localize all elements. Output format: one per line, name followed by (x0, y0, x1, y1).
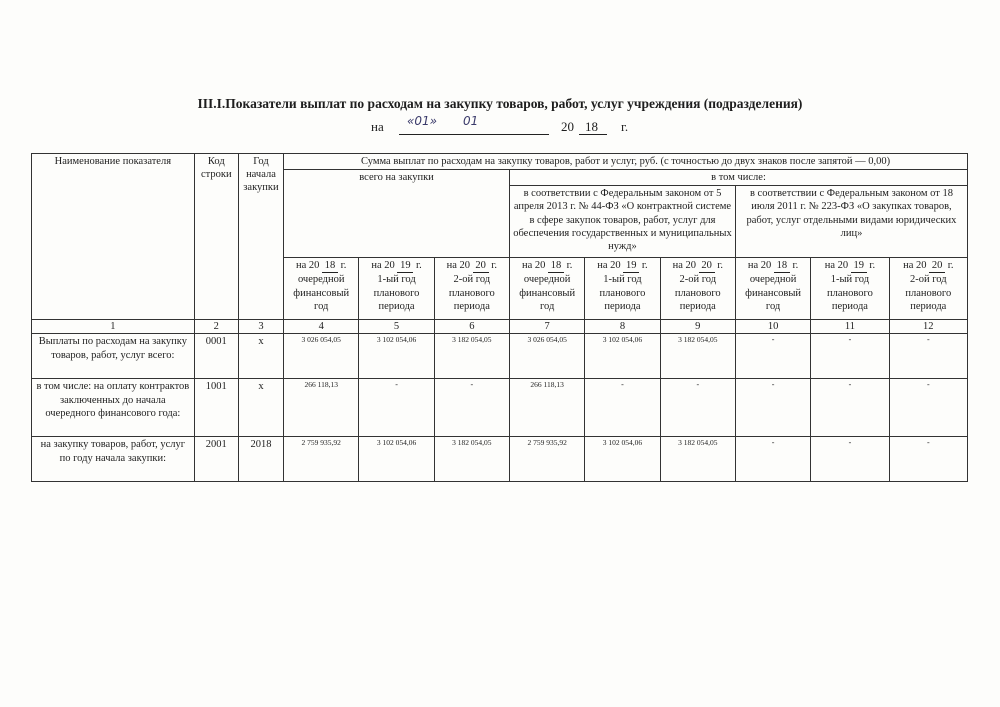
period-header: на 20 20 г. 2-ой год планового периода (889, 258, 967, 320)
row-year: 2018 (238, 437, 283, 482)
table-row (32, 334, 968, 379)
date-year-prefix: 20 (561, 119, 574, 134)
column-number: 12 (889, 320, 967, 334)
payments-table (31, 153, 968, 482)
header-sum: Сумма выплат по расходам на закупку товаров, работ и услуг, руб. (с точностью до двух знаков после запятой — 0,00) (284, 154, 968, 170)
value-cell: - (735, 334, 810, 379)
date-prefix: на (371, 119, 384, 134)
row-code: 0001 (194, 334, 238, 379)
column-number: 9 (660, 320, 735, 334)
value-cell: 3 182 054,05 (660, 334, 735, 379)
value-cell: - (811, 437, 889, 482)
column-number: 8 (585, 320, 660, 334)
column-number: 1 (32, 320, 195, 334)
header-including: в том числе: (510, 170, 968, 186)
value-cell: - (434, 379, 509, 437)
value-cell: 2 759 935,92 (510, 437, 585, 482)
value-cell: 3 102 054,06 (585, 437, 660, 482)
row-year: x (238, 334, 283, 379)
period-header: на 20 19 г. 1-ый год планового периода (585, 258, 660, 320)
date-underline (399, 134, 549, 135)
value-cell: - (889, 379, 967, 437)
column-number: 3 (238, 320, 283, 334)
period-header: на 20 18 г. очередной финансовый год (735, 258, 810, 320)
header-year: Год начала закупки (238, 154, 283, 320)
column-number-row (32, 320, 968, 334)
column-number: 2 (194, 320, 238, 334)
value-cell: - (889, 334, 967, 379)
row-code: 1001 (194, 379, 238, 437)
value-cell: 3 102 054,06 (585, 334, 660, 379)
value-cell: 266 118,13 (510, 379, 585, 437)
row-name: на закупку товаров, работ, услуг по году начала закупки: (32, 437, 195, 482)
value-cell: 3 026 054,05 (284, 334, 359, 379)
value-cell: - (660, 379, 735, 437)
period-header: на 20 19 г. 1-ый год планового периода (811, 258, 889, 320)
header-law223: в соответствии с Федеральным законом от 18 июля 2011 г. № 223-ФЗ «О закупках товаров, работ, услуг отдельными видами юридических лиц» (735, 186, 967, 258)
page-title: III.I.Показатели выплат по расходам на закупку товаров, работ, услуг учреждения (подразделения) (197, 96, 803, 111)
value-cell: - (889, 437, 967, 482)
column-number: 4 (284, 320, 359, 334)
row-code: 2001 (194, 437, 238, 482)
column-number: 11 (811, 320, 889, 334)
value-cell: 2 759 935,92 (284, 437, 359, 482)
date-month: 01 (463, 114, 479, 128)
value-cell: - (811, 334, 889, 379)
value-cell: 3 102 054,06 (359, 334, 434, 379)
value-cell: 3 182 054,05 (434, 334, 509, 379)
column-number: 5 (359, 320, 434, 334)
value-cell: - (735, 379, 810, 437)
row-year: x (238, 379, 283, 437)
column-number: 6 (434, 320, 509, 334)
value-cell: - (359, 379, 434, 437)
value-cell: 3 026 054,05 (510, 334, 585, 379)
header-total: всего на закупки (284, 170, 510, 258)
date-year: 18 (585, 119, 598, 134)
period-header: на 20 20 г. 2-ой год планового периода (434, 258, 509, 320)
column-number: 7 (510, 320, 585, 334)
table-row (32, 437, 968, 482)
value-cell: - (585, 379, 660, 437)
date-line (371, 114, 671, 136)
column-number: 10 (735, 320, 810, 334)
date-day: «01» (407, 114, 438, 128)
value-cell: 3 182 054,05 (660, 437, 735, 482)
value-cell: - (811, 379, 889, 437)
header-code: Код строки (194, 154, 238, 320)
date-suffix: г. (621, 119, 629, 134)
value-cell: 3 102 054,06 (359, 437, 434, 482)
period-header: на 20 19 г. 1-ый год планового периода (359, 258, 434, 320)
table-row (32, 379, 968, 437)
header-law44: в соответствии с Федеральным законом от 5 апреля 2013 г. № 44-ФЗ «О контрактной системе в сфере закупок товаров, работ, услуг для обеспечения государственных и муниципальных нужд» (510, 186, 736, 258)
header-name: Наименование показателя (32, 154, 195, 320)
period-header: на 20 18 г. очередной финансовый год (284, 258, 359, 320)
value-cell: 266 118,13 (284, 379, 359, 437)
row-name: Выплаты по расходам на закупку товаров, работ, услуг всего: (32, 334, 195, 379)
value-cell: - (735, 437, 810, 482)
row-name: в том числе: на оплату контрактов заключенных до начала очередного финансового года: (32, 379, 195, 437)
period-header: на 20 20 г. 2-ой год планового периода (660, 258, 735, 320)
value-cell: 3 182 054,05 (434, 437, 509, 482)
period-header: на 20 18 г. очередной финансовый год (510, 258, 585, 320)
